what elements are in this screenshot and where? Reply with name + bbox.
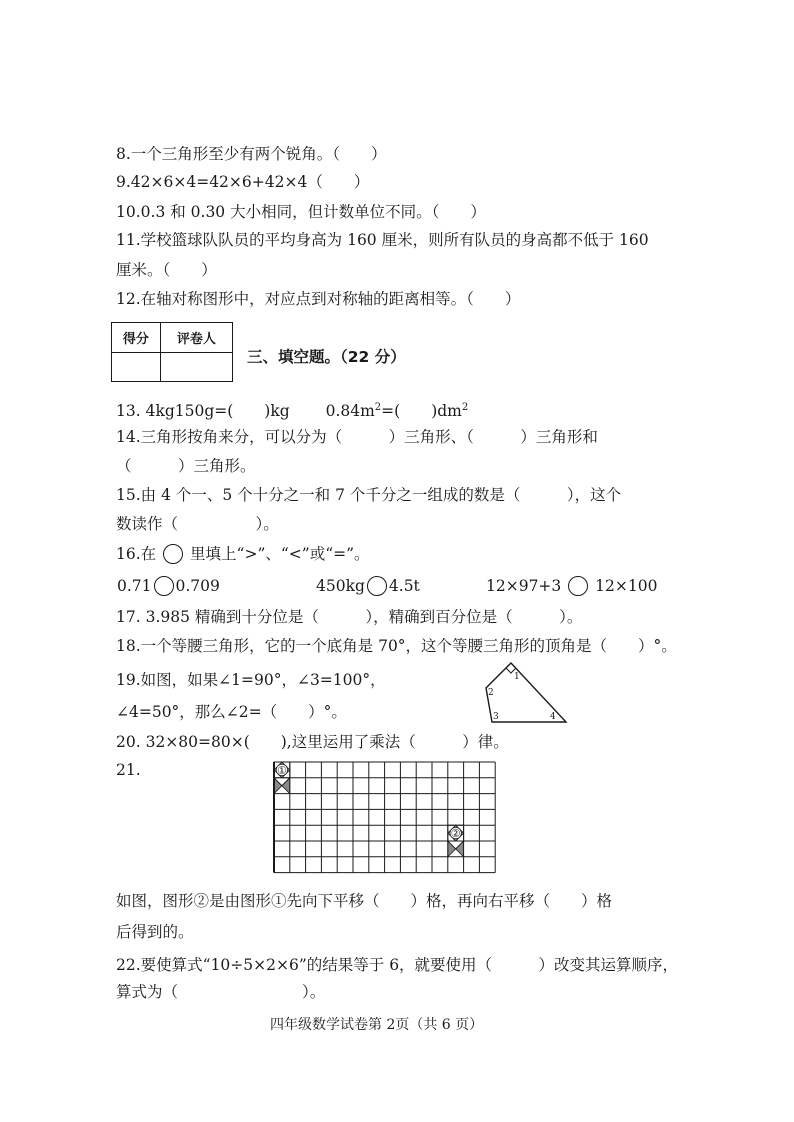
score-table (111, 322, 233, 382)
q13-part2: =( )dm (381, 402, 462, 420)
figure-2-left-triangle (448, 841, 456, 857)
question-15-line2: 数读作（ ）。 (116, 515, 279, 533)
figure-2-label: ② (450, 827, 461, 841)
question-11-line1: 11.学校篮球队队员的平均身高为 160 厘米，则所有队员的身高都不低于 160 (116, 231, 649, 249)
question-22-line2: 算式为（ ）。 (116, 983, 326, 1001)
q13-sup2: 2 (461, 402, 469, 413)
question-21-number: 21. (116, 761, 141, 779)
question-17: 17. 3.985 精确到十分位是（ ），精确到百分位是（ ）。 (116, 608, 583, 626)
score-cell[interactable] (112, 352, 161, 382)
translation-grid (274, 762, 496, 878)
question-14-line2: （ ）三角形。 (116, 457, 256, 475)
question-9: 9.42×6×4=42×6+42×4（ ） (116, 173, 370, 191)
section-title: 三、填空题。（22 分） (247, 348, 406, 366)
q13-sup1: 2 (374, 402, 382, 413)
figure-1-label: ① (276, 763, 287, 777)
question-21-line2: 后得到的。 (116, 923, 194, 941)
compare-circle-1[interactable] (154, 576, 174, 596)
question-13 (116, 398, 468, 421)
question-10: 10.0.3 和 0.30 大小相同，但计数单位不同。（ ） (116, 203, 486, 221)
question-18: 18.一个等腰三角形，它的一个底角是 70°，这个等腰三角形的顶角是（ ）°。 (116, 637, 677, 655)
q13-part1: 13. 4kg150g=( )kg 0.84m (116, 402, 375, 420)
q16-item-2 (316, 576, 420, 596)
answer-circle (163, 544, 183, 564)
q16-post: 里填上“>”、“<”或“=”。 (190, 545, 370, 563)
q16-item-3-right: 12×100 (595, 577, 658, 595)
question-8: 8.一个三角形至少有两个锐角。（ ） (116, 145, 387, 163)
page-footer: 四年级数学试卷第 2页（共 6 页） (270, 1017, 484, 1033)
question-16 (116, 544, 370, 564)
compare-circle-3[interactable] (568, 576, 588, 596)
score-header: 得分 (112, 323, 161, 353)
grader-cell[interactable] (160, 352, 232, 382)
angle-label-3: 3 (493, 712, 499, 722)
question-19-line1: 19.如图，如果∠1=90°，∠3=100°， (116, 671, 386, 689)
q16-item-2-left: 450kg (316, 577, 365, 595)
question-11-line2: 厘米。（ ） (116, 261, 217, 279)
q16-item-1-right: 0.709 (175, 577, 220, 595)
compare-circle-2[interactable] (367, 576, 387, 596)
q16-item-1 (117, 576, 220, 596)
angle-label-2: 2 (488, 688, 494, 698)
figure-1-left-triangle (274, 778, 282, 794)
angle-figure (480, 660, 570, 724)
angle-label-4: 4 (550, 712, 556, 722)
question-12: 12.在轴对称图形中，对应点到对称轴的距离相等。（ ） (116, 290, 521, 308)
figure-1-right-triangle (282, 778, 290, 794)
question-14-line1: 14.三角形按角来分，可以分为（ ）三角形、（ ）三角形和 (116, 428, 598, 446)
q16-item-1-left: 0.71 (117, 577, 152, 595)
question-21-line1: 如图，图形②是由图形①先向下平移（ ）格，再向右平移（ ）格 (116, 892, 613, 910)
figure-2-right-triangle (456, 841, 464, 857)
q16-pre: 16.在 (116, 545, 157, 563)
grader-header: 评卷人 (160, 323, 232, 353)
question-19-line2: ∠4=50°，那么∠2=（ ）°。 (116, 703, 347, 721)
q16-item-2-right: 4.5t (388, 577, 420, 595)
question-22-line1: 22.要使算式“10÷5×2×6”的结果等于 6，就要使用（ ）改变其运算顺序， (116, 956, 679, 974)
angle-label-1: 1 (514, 672, 520, 682)
q16-item-3-left: 12×97+3 (486, 577, 562, 595)
question-20: 20. 32×80=80×( ),这里运用了乘法（ ）律。 (116, 733, 509, 751)
q16-item-3 (486, 576, 657, 596)
question-15-line1: 15.由 4 个一、5 个十分之一和 7 个千分之一组成的数是（ ），这个 (116, 486, 622, 504)
